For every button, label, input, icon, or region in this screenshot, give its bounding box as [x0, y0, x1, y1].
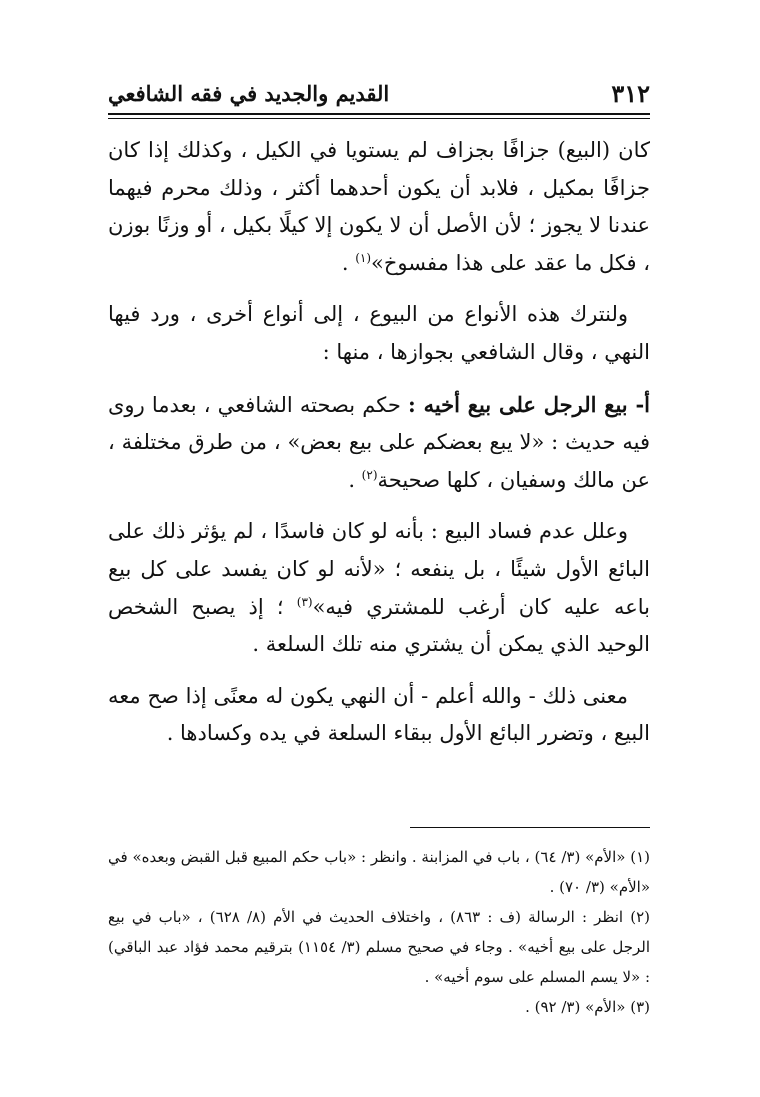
page-number: ٣١٢ [611, 78, 650, 108]
paragraph-3 [108, 386, 650, 500]
footnote-separator [410, 827, 650, 828]
header-rule-thin [108, 118, 650, 119]
paragraph-2-text: ولنترك هذه الأنواع من البيوع ، إلى أنواع أخرى ، ورد فيها النهي ، وقال الشافعي بجوازها ، منها : [108, 302, 650, 364]
paragraph-5 [108, 678, 650, 753]
footnote-1: (١) «الأم» (٣/ ٦٤) ، باب في المزابنة . وانظر : «باب حكم المبيع قبل القبض وبعده» في «الأم» (٣/ ٧٠) . [108, 848, 651, 896]
paragraph-3-text: حكم بصحته الشافعي ، بعدما روى فيه حديث : «لا يبع بعضكم على بيع بعض» ، من طرق مختلفة ، عن مالك وسفيان ، كلها صحيحة [108, 392, 650, 492]
section-heading-a: أ- بيع الرجل على بيع أخيه : [408, 391, 650, 417]
footnote-ref-2: (٢) [361, 467, 378, 482]
paragraph-4-end: ؛ إذ يصبح الشخص الوحيد الذي يمكن أن يشتري منه تلك السلعة . [108, 594, 650, 657]
running-title: القديم والجديد في فقه الشافعي [108, 80, 390, 106]
footnote-2: (٢) انظر : الرسالة (ف : ٨٦٣) ، واختلاف الحديث في الأم (٨/ ٦٢٨) ، «باب في بيع الرجل على بيع أخيه» . وجاء في صحيح مسلم (٣/ ١١٥٤) بترقيم محمد فؤاد عبد الباقي) : «لا يسم المسلم على سوم أخيه» . [108, 908, 650, 986]
paragraph-3-end: . [348, 467, 362, 492]
main-text [108, 132, 650, 767]
footnote-ref-1: (١) [355, 250, 372, 265]
paragraph-4 [108, 513, 650, 663]
footnote-3: (٣) «الأم» (٣/ ٩٢) . [525, 998, 650, 1016]
paragraph-4-text: وعلل عدم فساد البيع : بأنه لو كان فاسدًا ، لم يؤثر ذلك على البائع الأول شيئًا ، بل ينفعه ؛ «لأنه لو كان يفسد على كل بيع باعه عليه كان أرغب للمشتري فيه» [108, 519, 651, 619]
footnotes [108, 842, 650, 1022]
paragraph-1-text: كان (البيع) جزافًا بجزاف لم يستويا في الكيل ، وكذلك إذا كان جزافًا بمكيل ، فلابد أن يكون أحدهما أكثر ، وذلك محرم فيهما عندنا لا يجوز ؛ لأن الأصل أن لا يكون إلا كيلًا بكيل ، أو وزنًا بوزن ، فكل ما عقد على هذا مفسوخ» [108, 138, 650, 275]
page-header [108, 78, 650, 108]
paragraph-5-text: معنى ذلك - والله أعلم - أن النهي يكون له معنًى إذا صح معه البيع ، وتضرر البائع الأول ببقاء السلعة في يده وكسادها . [108, 683, 650, 746]
paragraph-1 [108, 132, 650, 282]
footnote-ref-3: (٣) [296, 594, 313, 609]
paragraph-1-end: . [341, 250, 356, 275]
header-rule-thick [108, 113, 650, 115]
paragraph-2 [108, 296, 650, 371]
